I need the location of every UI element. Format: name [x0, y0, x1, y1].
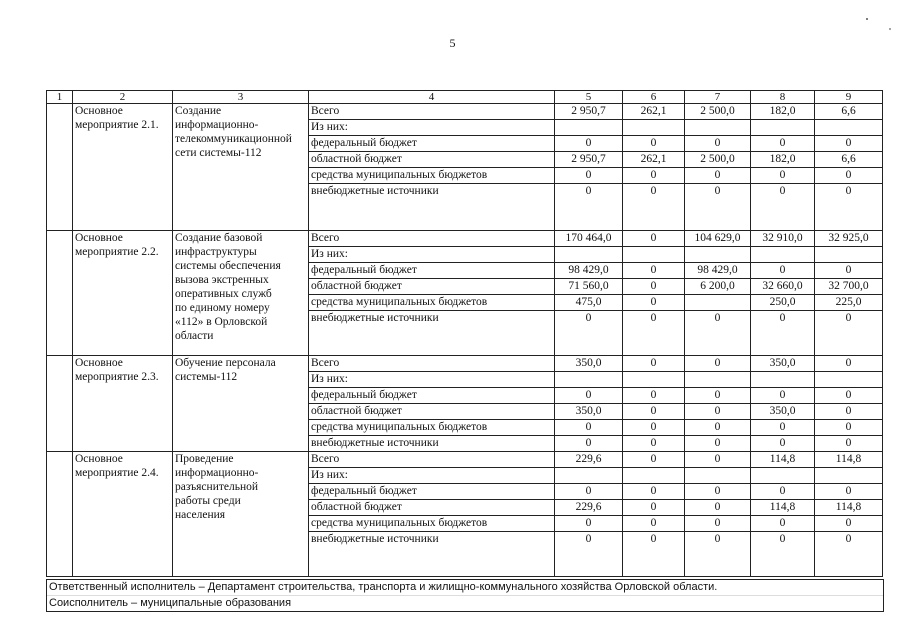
amount-cell: 0 [815, 516, 883, 532]
amount-cell: 0 [815, 311, 883, 356]
table-row [47, 104, 883, 120]
measure-label: Основное [75, 232, 123, 244]
amount-cell: 0 [685, 500, 751, 516]
amount-cell: 0 [751, 168, 815, 184]
amount-cell: 0 [555, 436, 623, 452]
amount-cell: 0 [623, 311, 685, 356]
row-index-cell [47, 452, 73, 577]
measure-cell [73, 356, 173, 452]
amount-cell: 0 [623, 263, 685, 279]
description-cell [173, 452, 309, 577]
measure-cell [73, 231, 173, 356]
header-cell: 5 [555, 91, 623, 104]
amount-cell: 0 [685, 532, 751, 577]
amount-cell: 0 [815, 436, 883, 452]
description-line: Создание [175, 105, 222, 117]
amount-cell: 0 [623, 532, 685, 577]
amount-cell: 0 [751, 136, 815, 152]
amount-cell: 0 [623, 279, 685, 295]
amount-cell [685, 120, 751, 136]
amount-cell: 2 950,7 [555, 104, 623, 120]
amount-cell: 0 [815, 532, 883, 577]
amount-cell: 0 [815, 356, 883, 372]
amount-cell: 2 500,0 [685, 152, 751, 168]
amount-cell: 98 429,0 [555, 263, 623, 279]
amount-cell: 2 500,0 [685, 104, 751, 120]
amount-cell: 0 [623, 231, 685, 247]
amount-cell: 0 [685, 436, 751, 452]
description-line: оперативных служб [175, 288, 272, 300]
amount-cell: 0 [815, 420, 883, 436]
amount-cell: 98 429,0 [685, 263, 751, 279]
description-line: телекоммуникационной [175, 133, 292, 145]
amount-cell: 0 [685, 516, 751, 532]
description-line: информационно- [175, 467, 259, 479]
amount-cell: 32 925,0 [815, 231, 883, 247]
amount-cell: 0 [623, 484, 685, 500]
header-cell: 8 [751, 91, 815, 104]
amount-cell: 32 660,0 [751, 279, 815, 295]
measure-label: Основное [75, 357, 123, 369]
amount-cell [623, 120, 685, 136]
header-cell: 3 [173, 91, 309, 104]
amount-cell: 0 [555, 516, 623, 532]
funding-source-cell: Из них: [309, 468, 555, 484]
description-line: работы среди [175, 495, 241, 507]
responsible-executor: Ответственный исполнитель – Департамент строительства, транспорта и жилищно-коммунального хозяйства Орловской области. [47, 580, 883, 596]
co-executor: Соисполнитель – муниципальные образования [49, 597, 292, 609]
amount-cell: 0 [815, 404, 883, 420]
header-cell: 6 [623, 91, 685, 104]
amount-cell [555, 120, 623, 136]
funding-source-cell: областной бюджет [309, 279, 555, 295]
amount-cell: 0 [685, 484, 751, 500]
scan-speck [889, 28, 891, 30]
amount-cell [555, 372, 623, 388]
amount-cell: 0 [751, 516, 815, 532]
header-row [47, 91, 883, 104]
amount-cell [685, 295, 751, 311]
amount-cell [685, 372, 751, 388]
amount-cell: 0 [555, 168, 623, 184]
page-number: 5 [449, 36, 456, 50]
amount-cell: 350,0 [751, 356, 815, 372]
amount-cell: 6,6 [815, 152, 883, 168]
measure-label: мероприятие 2.4. [75, 467, 159, 479]
amount-cell: 0 [751, 388, 815, 404]
amount-cell: 0 [623, 388, 685, 404]
funding-source-cell: Из них: [309, 247, 555, 263]
description-line: Создание базовой [175, 232, 263, 244]
measure-label: мероприятие 2.2. [75, 246, 159, 258]
amount-cell: 0 [685, 356, 751, 372]
table-row [47, 356, 883, 372]
amount-cell: 0 [623, 500, 685, 516]
amount-cell [751, 372, 815, 388]
amount-cell: 114,8 [751, 500, 815, 516]
amount-cell: 0 [815, 136, 883, 152]
amount-cell [815, 247, 883, 263]
amount-cell: 0 [685, 311, 751, 356]
amount-cell: 475,0 [555, 295, 623, 311]
row-index-cell [47, 356, 73, 452]
amount-cell: 0 [555, 484, 623, 500]
amount-cell [751, 468, 815, 484]
amount-cell: 0 [623, 184, 685, 231]
amount-cell [623, 247, 685, 263]
description-line: сети системы-112 [175, 147, 262, 159]
amount-cell: 250,0 [751, 295, 815, 311]
row-index-cell [47, 231, 73, 356]
amount-cell: 0 [685, 404, 751, 420]
amount-cell: 0 [623, 168, 685, 184]
funding-source-cell: внебюджетные источники [309, 436, 555, 452]
amount-cell: 114,8 [815, 500, 883, 516]
amount-cell: 0 [555, 184, 623, 231]
amount-cell: 0 [623, 436, 685, 452]
amount-cell: 0 [751, 263, 815, 279]
amount-cell [685, 468, 751, 484]
amount-cell: 0 [555, 311, 623, 356]
amount-cell: 0 [815, 184, 883, 231]
amount-cell [555, 468, 623, 484]
funding-source-cell: Всего [309, 356, 555, 372]
measure-cell [73, 452, 173, 577]
amount-cell: 0 [751, 184, 815, 231]
amount-cell: 0 [815, 484, 883, 500]
amount-cell [751, 247, 815, 263]
amount-cell [685, 247, 751, 263]
funding-source-cell: федеральный бюджет [309, 136, 555, 152]
funding-source-cell: внебюджетные источники [309, 184, 555, 231]
measure-cell [73, 104, 173, 231]
table-row [47, 231, 883, 247]
header-cell: 9 [815, 91, 883, 104]
amount-cell: 0 [623, 404, 685, 420]
amount-cell: 170 464,0 [555, 231, 623, 247]
amount-cell: 0 [685, 184, 751, 231]
amount-cell: 350,0 [555, 404, 623, 420]
amount-cell: 104 629,0 [685, 231, 751, 247]
amount-cell: 229,6 [555, 500, 623, 516]
amount-cell: 0 [815, 263, 883, 279]
description-line: вызова экстренных [175, 274, 269, 286]
description-line: системы обеспечения [175, 260, 281, 272]
amount-cell: 32 700,0 [815, 279, 883, 295]
amount-cell: 0 [555, 388, 623, 404]
funding-source-cell: средства муниципальных бюджетов [309, 295, 555, 311]
amount-cell: 6,6 [815, 104, 883, 120]
amount-cell: 6 200,0 [685, 279, 751, 295]
scan-speck [866, 18, 868, 20]
amount-cell: 0 [623, 452, 685, 468]
amount-cell: 114,8 [751, 452, 815, 468]
amount-cell: 71 560,0 [555, 279, 623, 295]
description-cell [173, 356, 309, 452]
funding-source-cell: федеральный бюджет [309, 263, 555, 279]
header-cell: 1 [47, 91, 73, 104]
amount-cell: 182,0 [751, 104, 815, 120]
funding-source-cell: Из них: [309, 372, 555, 388]
funding-source-cell: Всего [309, 452, 555, 468]
amount-cell [555, 247, 623, 263]
description-line: системы-112 [175, 371, 238, 383]
description-line: инфраструктуры [175, 246, 257, 258]
description-cell [173, 104, 309, 231]
amount-cell: 0 [751, 484, 815, 500]
amount-cell: 0 [685, 388, 751, 404]
header-cell: 2 [73, 91, 173, 104]
amount-cell: 114,8 [815, 452, 883, 468]
funding-source-cell: Всего [309, 231, 555, 247]
amount-cell: 225,0 [815, 295, 883, 311]
amount-cell: 0 [815, 388, 883, 404]
amount-cell: 0 [685, 168, 751, 184]
measure-label: мероприятие 2.1. [75, 119, 159, 131]
funding-source-cell: Из них: [309, 120, 555, 136]
description-cell [173, 231, 309, 356]
amount-cell [751, 120, 815, 136]
funding-source-cell: средства муниципальных бюджетов [309, 420, 555, 436]
description-line: населения [175, 509, 226, 521]
header-cell: 4 [309, 91, 555, 104]
amount-cell: 0 [555, 420, 623, 436]
amount-cell: 182,0 [751, 152, 815, 168]
description-line: по единому номеру [175, 302, 270, 314]
amount-cell: 262,1 [623, 152, 685, 168]
amount-cell: 0 [751, 311, 815, 356]
amount-cell: 0 [751, 420, 815, 436]
amount-cell: 2 950,7 [555, 152, 623, 168]
amount-cell: 262,1 [623, 104, 685, 120]
amount-cell: 0 [623, 136, 685, 152]
amount-cell: 0 [623, 295, 685, 311]
header-cell: 7 [685, 91, 751, 104]
row-index-cell [47, 104, 73, 231]
funding-source-cell: внебюджетные источники [309, 532, 555, 577]
description-line: Обучение персонала [175, 357, 276, 369]
amount-cell: 0 [685, 452, 751, 468]
description-line: «112» в Орловской [175, 316, 268, 328]
measure-label: Основное [75, 105, 123, 117]
description-line: области [175, 330, 214, 342]
amount-cell [815, 120, 883, 136]
description-line: разъяснительной [175, 481, 259, 493]
amount-cell [623, 372, 685, 388]
measure-label: мероприятие 2.3. [75, 371, 159, 383]
amount-cell: 32 910,0 [751, 231, 815, 247]
funding-source-cell: федеральный бюджет [309, 484, 555, 500]
funding-source-cell: средства муниципальных бюджетов [309, 168, 555, 184]
funding-source-cell: областной бюджет [309, 500, 555, 516]
amount-cell: 0 [685, 136, 751, 152]
measure-label: Основное [75, 453, 123, 465]
funding-source-cell: средства муниципальных бюджетов [309, 516, 555, 532]
amount-cell: 0 [815, 168, 883, 184]
amount-cell [815, 468, 883, 484]
amount-cell [623, 468, 685, 484]
table-footer [46, 579, 884, 612]
amount-cell: 0 [555, 532, 623, 577]
funding-source-cell: федеральный бюджет [309, 388, 555, 404]
amount-cell: 229,6 [555, 452, 623, 468]
amount-cell: 350,0 [555, 356, 623, 372]
amount-cell: 0 [623, 516, 685, 532]
description-line: Проведение [175, 453, 234, 465]
funding-source-cell: областной бюджет [309, 152, 555, 168]
description-line: информационно- [175, 119, 259, 131]
amount-cell: 0 [751, 436, 815, 452]
amount-cell: 0 [685, 420, 751, 436]
amount-cell: 350,0 [751, 404, 815, 420]
amount-cell: 0 [623, 420, 685, 436]
amount-cell: 0 [623, 356, 685, 372]
funding-source-cell: Всего [309, 104, 555, 120]
amount-cell: 0 [751, 532, 815, 577]
table-row [47, 452, 883, 468]
funding-source-cell: внебюджетные источники [309, 311, 555, 356]
funding-source-cell: областной бюджет [309, 404, 555, 420]
amount-cell: 0 [555, 136, 623, 152]
budget-table [46, 90, 883, 577]
amount-cell [815, 372, 883, 388]
